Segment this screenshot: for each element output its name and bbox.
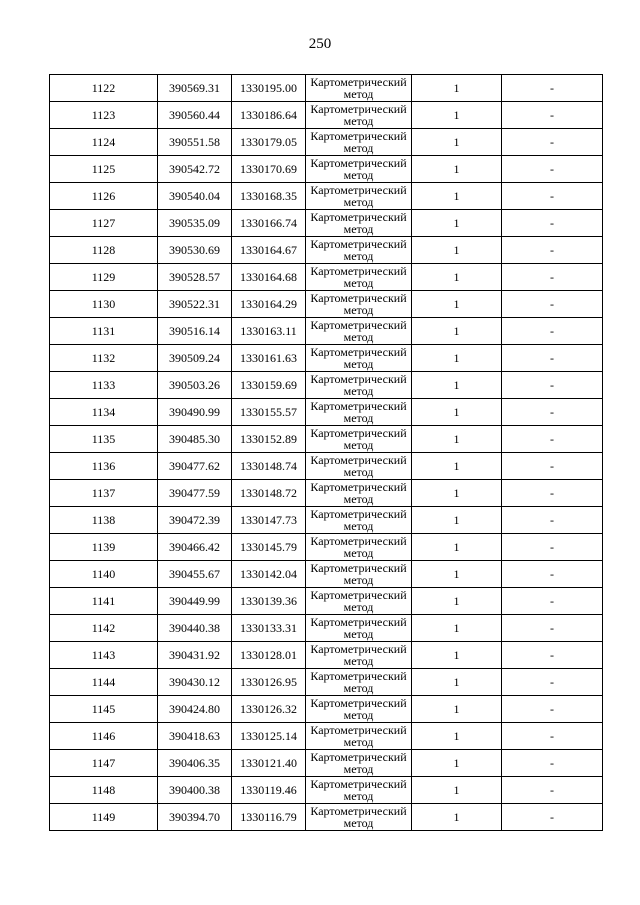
method-line-2: метод xyxy=(343,276,374,290)
method-line-1: Картометрический xyxy=(310,291,407,305)
point-number-cell: 1123 xyxy=(50,102,158,129)
method-cell xyxy=(306,264,412,291)
x-coordinate-cell: 390406.35 xyxy=(158,750,232,777)
table-row xyxy=(50,156,603,183)
note-cell: - xyxy=(502,480,603,507)
y-coordinate-cell: 1330195.00 xyxy=(232,75,306,102)
accuracy-cell: 1 xyxy=(412,777,502,804)
method-line-1: Картометрический xyxy=(310,696,407,710)
note-cell: - xyxy=(502,210,603,237)
y-coordinate-cell: 1330164.67 xyxy=(232,237,306,264)
table-row xyxy=(50,669,603,696)
y-coordinate-cell: 1330186.64 xyxy=(232,102,306,129)
accuracy-cell: 1 xyxy=(412,318,502,345)
method-line-1: Картометрический xyxy=(310,669,407,683)
x-coordinate-cell: 390509.24 xyxy=(158,345,232,372)
method-line-2: метод xyxy=(343,519,374,533)
method-line-2: метод xyxy=(343,330,374,344)
y-coordinate-cell: 1330147.73 xyxy=(232,507,306,534)
point-number-cell: 1126 xyxy=(50,183,158,210)
point-number-cell: 1127 xyxy=(50,210,158,237)
table-row xyxy=(50,291,603,318)
y-coordinate-cell: 1330148.74 xyxy=(232,453,306,480)
accuracy-cell: 1 xyxy=(412,561,502,588)
method-line-1: Картометрический xyxy=(310,426,407,440)
table-row xyxy=(50,183,603,210)
method-cell xyxy=(306,237,412,264)
method-line-1: Картометрический xyxy=(310,723,407,737)
method-line-2: метод xyxy=(343,87,374,101)
x-coordinate-cell: 390418.63 xyxy=(158,723,232,750)
table-row xyxy=(50,561,603,588)
x-coordinate-cell: 390394.70 xyxy=(158,804,232,831)
method-line-2: метод xyxy=(343,816,374,830)
table-row xyxy=(50,237,603,264)
method-line-1: Картометрический xyxy=(310,750,407,764)
x-coordinate-cell: 390540.04 xyxy=(158,183,232,210)
point-number-cell: 1143 xyxy=(50,642,158,669)
method-cell xyxy=(306,426,412,453)
method-line-2: метод xyxy=(343,411,374,425)
x-coordinate-cell: 390485.30 xyxy=(158,426,232,453)
accuracy-cell: 1 xyxy=(412,156,502,183)
method-line-2: метод xyxy=(343,249,374,263)
note-cell: - xyxy=(502,75,603,102)
point-number-cell: 1129 xyxy=(50,264,158,291)
method-cell xyxy=(306,507,412,534)
point-number-cell: 1133 xyxy=(50,372,158,399)
method-cell xyxy=(306,75,412,102)
method-line-1: Картометрический xyxy=(310,237,407,251)
method-line-1: Картометрический xyxy=(310,561,407,575)
method-line-2: метод xyxy=(343,195,374,209)
x-coordinate-cell: 390430.12 xyxy=(158,669,232,696)
accuracy-cell: 1 xyxy=(412,102,502,129)
method-line-1: Картометрический xyxy=(310,372,407,386)
method-cell xyxy=(306,372,412,399)
method-line-2: метод xyxy=(343,735,374,749)
accuracy-cell: 1 xyxy=(412,588,502,615)
y-coordinate-cell: 1330166.74 xyxy=(232,210,306,237)
point-number-cell: 1138 xyxy=(50,507,158,534)
x-coordinate-cell: 390490.99 xyxy=(158,399,232,426)
method-line-1: Картометрический xyxy=(310,129,407,143)
note-cell: - xyxy=(502,804,603,831)
accuracy-cell: 1 xyxy=(412,696,502,723)
method-line-1: Картометрический xyxy=(310,210,407,224)
y-coordinate-cell: 1330148.72 xyxy=(232,480,306,507)
point-number-cell: 1131 xyxy=(50,318,158,345)
method-line-1: Картометрический xyxy=(310,804,407,818)
method-line-2: метод xyxy=(343,762,374,776)
method-line-1: Картометрический xyxy=(310,480,407,494)
x-coordinate-cell: 390535.09 xyxy=(158,210,232,237)
note-cell: - xyxy=(502,561,603,588)
table-row xyxy=(50,318,603,345)
note-cell: - xyxy=(502,696,603,723)
method-cell xyxy=(306,156,412,183)
note-cell: - xyxy=(502,399,603,426)
method-line-2: метод xyxy=(343,303,374,317)
table-row xyxy=(50,453,603,480)
method-cell xyxy=(306,480,412,507)
point-number-cell: 1149 xyxy=(50,804,158,831)
point-number-cell: 1132 xyxy=(50,345,158,372)
point-number-cell: 1144 xyxy=(50,669,158,696)
y-coordinate-cell: 1330121.40 xyxy=(232,750,306,777)
method-line-2: метод xyxy=(343,357,374,371)
method-line-2: метод xyxy=(343,600,374,614)
table-row xyxy=(50,102,603,129)
accuracy-cell: 1 xyxy=(412,345,502,372)
note-cell: - xyxy=(502,777,603,804)
accuracy-cell: 1 xyxy=(412,804,502,831)
x-coordinate-cell: 390400.38 xyxy=(158,777,232,804)
y-coordinate-cell: 1330116.79 xyxy=(232,804,306,831)
y-coordinate-cell: 1330170.69 xyxy=(232,156,306,183)
y-coordinate-cell: 1330133.31 xyxy=(232,615,306,642)
note-cell: - xyxy=(502,156,603,183)
method-cell xyxy=(306,183,412,210)
y-coordinate-cell: 1330126.95 xyxy=(232,669,306,696)
point-number-cell: 1140 xyxy=(50,561,158,588)
y-coordinate-cell: 1330119.46 xyxy=(232,777,306,804)
x-coordinate-cell: 390516.14 xyxy=(158,318,232,345)
method-cell xyxy=(306,750,412,777)
point-number-cell: 1134 xyxy=(50,399,158,426)
method-line-2: метод xyxy=(343,789,374,803)
method-line-2: метод xyxy=(343,681,374,695)
note-cell: - xyxy=(502,723,603,750)
accuracy-cell: 1 xyxy=(412,453,502,480)
method-line-2: метод xyxy=(343,654,374,668)
method-line-1: Картометрический xyxy=(310,156,407,170)
method-cell xyxy=(306,642,412,669)
accuracy-cell: 1 xyxy=(412,723,502,750)
method-line-1: Картометрический xyxy=(310,399,407,413)
table-row xyxy=(50,723,603,750)
accuracy-cell: 1 xyxy=(412,264,502,291)
method-line-1: Картометрический xyxy=(310,345,407,359)
note-cell: - xyxy=(502,372,603,399)
x-coordinate-cell: 390472.39 xyxy=(158,507,232,534)
x-coordinate-cell: 390542.72 xyxy=(158,156,232,183)
method-cell xyxy=(306,102,412,129)
method-line-1: Картометрический xyxy=(310,318,407,332)
method-line-2: метод xyxy=(343,465,374,479)
note-cell: - xyxy=(502,264,603,291)
point-number-cell: 1136 xyxy=(50,453,158,480)
method-line-2: метод xyxy=(343,438,374,452)
note-cell: - xyxy=(502,588,603,615)
method-cell xyxy=(306,210,412,237)
note-cell: - xyxy=(502,453,603,480)
point-number-cell: 1139 xyxy=(50,534,158,561)
point-number-cell: 1148 xyxy=(50,777,158,804)
method-line-2: метод xyxy=(343,573,374,587)
method-cell xyxy=(306,696,412,723)
accuracy-cell: 1 xyxy=(412,399,502,426)
method-line-2: метод xyxy=(343,114,374,128)
y-coordinate-cell: 1330155.57 xyxy=(232,399,306,426)
y-coordinate-cell: 1330161.63 xyxy=(232,345,306,372)
x-coordinate-cell: 390424.80 xyxy=(158,696,232,723)
y-coordinate-cell: 1330139.36 xyxy=(232,588,306,615)
note-cell: - xyxy=(502,669,603,696)
accuracy-cell: 1 xyxy=(412,615,502,642)
accuracy-cell: 1 xyxy=(412,372,502,399)
method-cell xyxy=(306,723,412,750)
y-coordinate-cell: 1330142.04 xyxy=(232,561,306,588)
table-row xyxy=(50,480,603,507)
y-coordinate-cell: 1330164.29 xyxy=(232,291,306,318)
x-coordinate-cell: 390522.31 xyxy=(158,291,232,318)
method-cell xyxy=(306,615,412,642)
table-row xyxy=(50,264,603,291)
method-cell xyxy=(306,669,412,696)
x-coordinate-cell: 390477.62 xyxy=(158,453,232,480)
method-line-2: метод xyxy=(343,546,374,560)
table-row xyxy=(50,75,603,102)
method-cell xyxy=(306,804,412,831)
x-coordinate-cell: 390569.31 xyxy=(158,75,232,102)
accuracy-cell: 1 xyxy=(412,750,502,777)
method-cell xyxy=(306,291,412,318)
accuracy-cell: 1 xyxy=(412,507,502,534)
method-line-1: Картометрический xyxy=(310,615,407,629)
y-coordinate-cell: 1330168.35 xyxy=(232,183,306,210)
method-line-1: Картометрический xyxy=(310,534,407,548)
note-cell: - xyxy=(502,507,603,534)
point-number-cell: 1124 xyxy=(50,129,158,156)
method-line-2: метод xyxy=(343,141,374,155)
x-coordinate-cell: 390530.69 xyxy=(158,237,232,264)
method-cell xyxy=(306,534,412,561)
y-coordinate-cell: 1330128.01 xyxy=(232,642,306,669)
note-cell: - xyxy=(502,534,603,561)
y-coordinate-cell: 1330126.32 xyxy=(232,696,306,723)
accuracy-cell: 1 xyxy=(412,534,502,561)
x-coordinate-cell: 390440.38 xyxy=(158,615,232,642)
point-number-cell: 1137 xyxy=(50,480,158,507)
accuracy-cell: 1 xyxy=(412,669,502,696)
table-row xyxy=(50,372,603,399)
note-cell: - xyxy=(502,291,603,318)
point-number-cell: 1130 xyxy=(50,291,158,318)
note-cell: - xyxy=(502,129,603,156)
method-line-1: Картометрический xyxy=(310,102,407,116)
method-line-2: метод xyxy=(343,708,374,722)
accuracy-cell: 1 xyxy=(412,426,502,453)
point-number-cell: 1128 xyxy=(50,237,158,264)
note-cell: - xyxy=(502,750,603,777)
accuracy-cell: 1 xyxy=(412,210,502,237)
point-number-cell: 1145 xyxy=(50,696,158,723)
point-number-cell: 1142 xyxy=(50,615,158,642)
accuracy-cell: 1 xyxy=(412,129,502,156)
method-line-2: метод xyxy=(343,168,374,182)
table-row xyxy=(50,588,603,615)
table-row xyxy=(50,696,603,723)
method-cell xyxy=(306,777,412,804)
table-row xyxy=(50,642,603,669)
x-coordinate-cell: 390455.67 xyxy=(158,561,232,588)
accuracy-cell: 1 xyxy=(412,291,502,318)
table-row xyxy=(50,129,603,156)
method-line-1: Картометрический xyxy=(310,642,407,656)
point-number-cell: 1147 xyxy=(50,750,158,777)
note-cell: - xyxy=(502,318,603,345)
table-row xyxy=(50,534,603,561)
table-row xyxy=(50,750,603,777)
x-coordinate-cell: 390449.99 xyxy=(158,588,232,615)
note-cell: - xyxy=(502,102,603,129)
point-number-cell: 1122 xyxy=(50,75,158,102)
method-line-1: Картометрический xyxy=(310,264,407,278)
method-cell xyxy=(306,453,412,480)
accuracy-cell: 1 xyxy=(412,183,502,210)
method-line-1: Картометрический xyxy=(310,75,407,89)
method-cell xyxy=(306,588,412,615)
table-row xyxy=(50,345,603,372)
point-number-cell: 1135 xyxy=(50,426,158,453)
method-line-2: метод xyxy=(343,384,374,398)
method-line-1: Картометрический xyxy=(310,777,407,791)
note-cell: - xyxy=(502,426,603,453)
method-line-2: метод xyxy=(343,627,374,641)
y-coordinate-cell: 1330179.05 xyxy=(232,129,306,156)
x-coordinate-cell: 390560.44 xyxy=(158,102,232,129)
method-line-2: метод xyxy=(343,492,374,506)
y-coordinate-cell: 1330164.68 xyxy=(232,264,306,291)
method-line-2: метод xyxy=(343,222,374,236)
method-cell xyxy=(306,318,412,345)
table-row xyxy=(50,426,603,453)
method-cell xyxy=(306,345,412,372)
x-coordinate-cell: 390477.59 xyxy=(158,480,232,507)
y-coordinate-cell: 1330152.89 xyxy=(232,426,306,453)
note-cell: - xyxy=(502,615,603,642)
accuracy-cell: 1 xyxy=(412,480,502,507)
point-number-cell: 1146 xyxy=(50,723,158,750)
x-coordinate-cell: 390551.58 xyxy=(158,129,232,156)
point-number-cell: 1125 xyxy=(50,156,158,183)
method-line-1: Картометрический xyxy=(310,588,407,602)
table-row xyxy=(50,777,603,804)
note-cell: - xyxy=(502,345,603,372)
note-cell: - xyxy=(502,183,603,210)
table-row xyxy=(50,804,603,831)
point-number-cell: 1141 xyxy=(50,588,158,615)
x-coordinate-cell: 390528.57 xyxy=(158,264,232,291)
method-cell xyxy=(306,399,412,426)
method-line-1: Картометрический xyxy=(310,183,407,197)
x-coordinate-cell: 390503.26 xyxy=(158,372,232,399)
y-coordinate-cell: 1330125.14 xyxy=(232,723,306,750)
y-coordinate-cell: 1330163.11 xyxy=(232,318,306,345)
method-cell xyxy=(306,561,412,588)
accuracy-cell: 1 xyxy=(412,642,502,669)
note-cell: - xyxy=(502,642,603,669)
x-coordinate-cell: 390466.42 xyxy=(158,534,232,561)
y-coordinate-cell: 1330145.79 xyxy=(232,534,306,561)
coordinates-table xyxy=(49,74,603,831)
table-row xyxy=(50,399,603,426)
y-coordinate-cell: 1330159.69 xyxy=(232,372,306,399)
x-coordinate-cell: 390431.92 xyxy=(158,642,232,669)
method-cell xyxy=(306,129,412,156)
method-line-1: Картометрический xyxy=(310,453,407,467)
table-row xyxy=(50,507,603,534)
table-row xyxy=(50,210,603,237)
note-cell: - xyxy=(502,237,603,264)
table-row xyxy=(50,615,603,642)
accuracy-cell: 1 xyxy=(412,75,502,102)
accuracy-cell: 1 xyxy=(412,237,502,264)
page-number: 250 xyxy=(308,36,332,52)
method-line-1: Картометрический xyxy=(310,507,407,521)
